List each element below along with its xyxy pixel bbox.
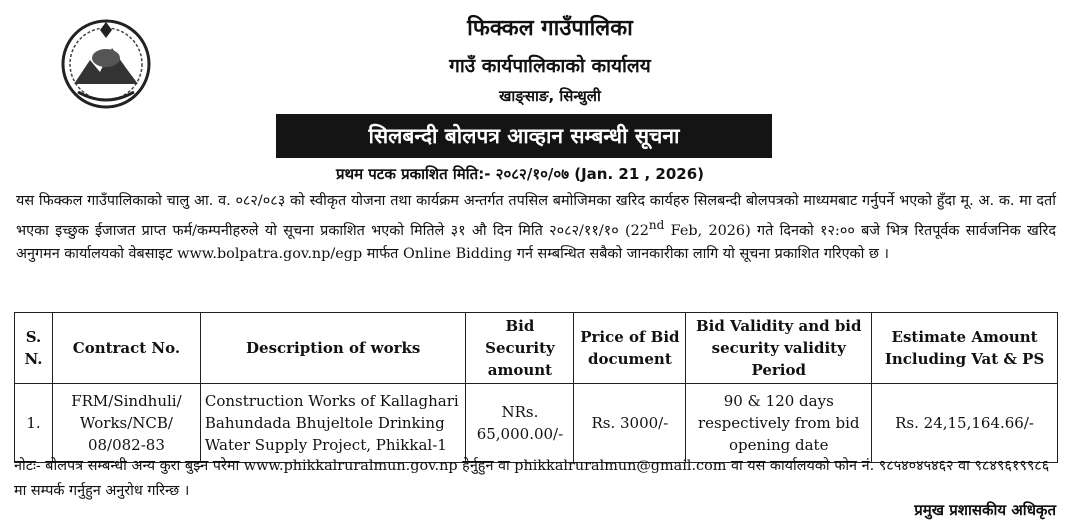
published-label: प्रथम पटक प्रकाशित मिति:- bbox=[335, 165, 491, 183]
cell-sn: 1. bbox=[15, 384, 53, 463]
footer-note: नोटः- बोलपत्र सम्बन्धी अन्य कुरा बुझ्न परेमा www.phikkalruralmun.gov.np हेर्नुहुन वा phikkalruralmun@gmail.com वा यस कार्यालयको फोन नं. ९८५४०४५४६२ वा ९८४९६१९९८६ मा सम्पर्क गर्नुहुन अनुरोध गरिन्छ । bbox=[14, 458, 1050, 499]
cell-description: Construction Works of Kallaghari Bahundada Bhujeltole Drinking Water Supply Project, Phikkal-1 bbox=[200, 384, 466, 463]
notice-body-part1: यस फिक्कल गाउँपालिकाको चालु आ. व. ०८२/०८३ को स्वीकृत योजना तथा कार्यक्रम अन्तर्गत तपसिल बमोजिमका खरिद कार्यहरु सिलबन्दी बोलपत्रको माध्यमबाट गर्नुपर्ने भएको हुँदा मू. अ. क. मा दर्ता भएका इच्छुक ईजाजत प्राप्त फर्म/कम्पनीहरुले यो सूचना प्रकाशित भएको मितिले ३१ औ दिन मिति २०८२/११/१० (22 bbox=[16, 193, 1056, 239]
published-date-np: २०८२/१०/०७ bbox=[495, 165, 570, 183]
col-sn: S. N. bbox=[15, 313, 53, 384]
notice-title-banner: सिलबन्दी बोलपत्र आव्हान सम्बन्धी सूचना bbox=[276, 114, 772, 158]
table-row bbox=[15, 384, 1058, 463]
cell-price: Rs. 3000/- bbox=[574, 384, 686, 463]
col-validity: Bid Validity and bid security validity Period bbox=[686, 313, 872, 384]
cell-validity: 90 & 120 days respectively from bid opening date bbox=[686, 384, 872, 463]
office-name: गाउँ कार्यपालिकाको कार्यालय bbox=[449, 55, 651, 77]
col-description: Description of works bbox=[200, 313, 466, 384]
published-date-en: (Jan. 21 , 2026) bbox=[574, 165, 705, 183]
municipality-name: फिक्कल गाउँपालिका bbox=[467, 16, 633, 41]
col-estimate: Estimate Amount Including Vat & PS bbox=[872, 313, 1058, 384]
tender-table bbox=[14, 312, 1058, 463]
date-superscript: nd bbox=[648, 217, 665, 232]
cell-bid-security: NRs. 65,000.00/- bbox=[466, 384, 574, 463]
table-header-row bbox=[15, 313, 1058, 384]
published-date bbox=[240, 164, 800, 184]
cell-contract-no: FRM/Sindhuli/ Works/NCB/ 08/082-83 bbox=[52, 384, 200, 463]
col-price: Price of Bid document bbox=[574, 313, 686, 384]
col-contract-no: Contract No. bbox=[52, 313, 200, 384]
government-emblem-icon bbox=[60, 18, 152, 110]
cell-estimate: Rs. 24,15,164.66/- bbox=[872, 384, 1058, 463]
notice-body-part2: Feb, 2026) गते दिनको १२:०० बजे भित्र रितपूर्वक सार्वजनिक खरिद अनुगमन कार्यालयको वेबसाइट www.bolpatra.gov.np/egp मार्फत Online Bidding गर्न सम्बन्धित सबैको जानकारीका लागि यो सूचना प्रकाशित गरिएको छ । bbox=[16, 222, 1056, 262]
signatory-title: प्रमुख प्रशासकीय अधिकृत bbox=[914, 501, 1056, 519]
notice-body bbox=[16, 190, 1056, 266]
col-bid-security: Bid Security amount bbox=[466, 313, 574, 384]
office-location: खाङ्साङ, सिन्धुली bbox=[499, 87, 601, 105]
